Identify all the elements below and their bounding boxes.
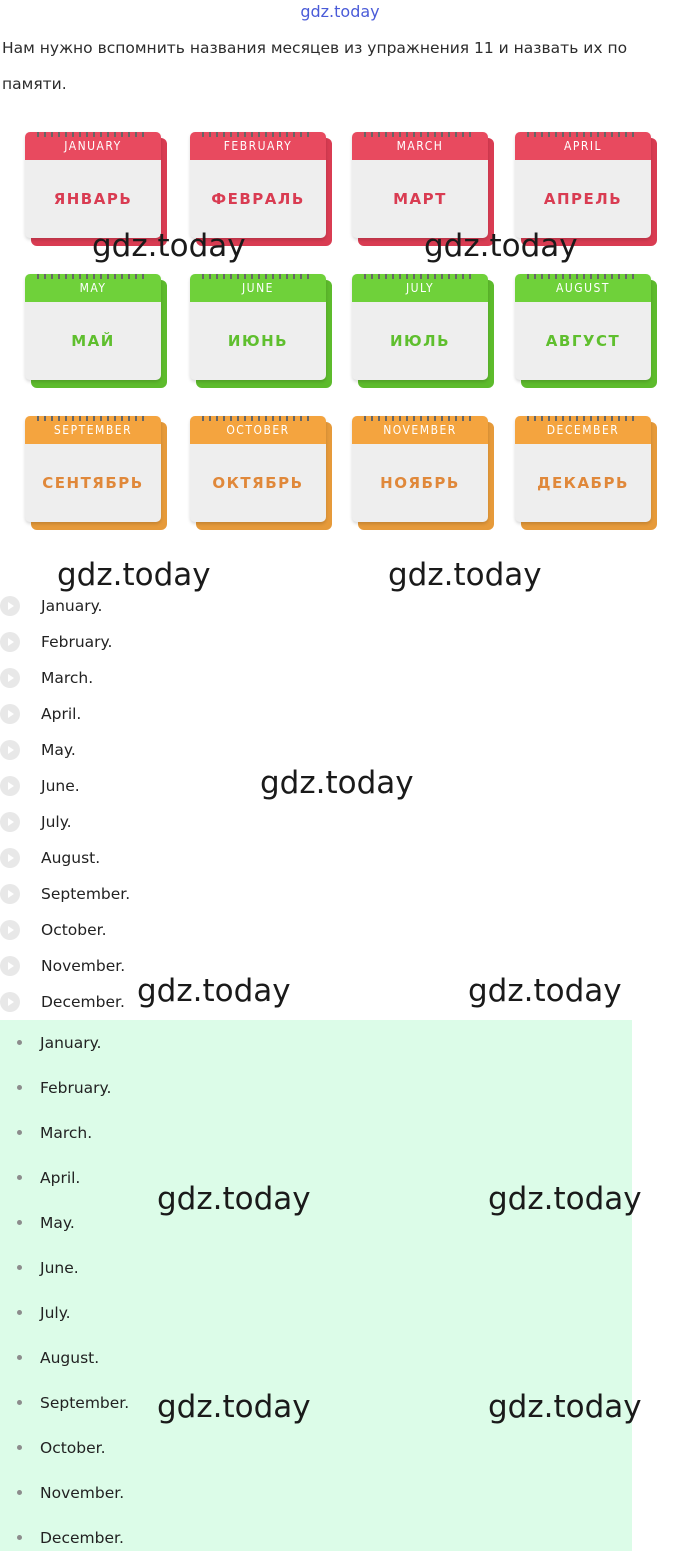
answer-box bbox=[0, 1020, 632, 1551]
month-label: April. bbox=[40, 1168, 81, 1187]
month-label: June. bbox=[41, 777, 80, 795]
calendar-october bbox=[190, 416, 332, 530]
watermark: gdz.today bbox=[157, 1389, 311, 1425]
month-label: February. bbox=[41, 633, 113, 651]
calendar-month-en: JULY bbox=[352, 274, 488, 302]
list-item bbox=[0, 1155, 129, 1200]
calendar-month-en: MAY bbox=[25, 274, 161, 302]
play-icon[interactable] bbox=[0, 596, 20, 616]
calendar-month-en: AUGUST bbox=[515, 274, 651, 302]
calendar-month-ru: МАРТ bbox=[393, 190, 447, 208]
play-icon[interactable] bbox=[0, 740, 20, 760]
list-item bbox=[0, 588, 130, 624]
calendar-month-ru: ИЮЛЬ bbox=[389, 332, 451, 350]
play-icon[interactable] bbox=[0, 776, 20, 796]
calendar-month-ru: АПРЕЛЬ bbox=[543, 190, 623, 208]
list-item bbox=[0, 1200, 129, 1245]
list-item bbox=[0, 768, 130, 804]
month-label: August. bbox=[41, 849, 101, 867]
month-label: July. bbox=[40, 1303, 71, 1322]
watermark: gdz.today bbox=[157, 1181, 311, 1217]
calendar-month-en: APRIL bbox=[515, 132, 651, 160]
list-item bbox=[0, 804, 130, 840]
play-icon[interactable] bbox=[0, 956, 20, 976]
calendar-month-en: SEPTEMBER bbox=[25, 416, 161, 444]
list-item bbox=[0, 876, 130, 912]
calendar-month-ru: ИЮНЬ bbox=[227, 332, 289, 350]
exercise-text: Нам нужно вспомнить названия месяцев из упражнения 11 и назвать их по памяти. bbox=[2, 39, 628, 93]
calendar-month-ru: ФЕВРАЛЬ bbox=[211, 190, 305, 208]
month-label: March. bbox=[40, 1123, 93, 1142]
month-label: May. bbox=[40, 1213, 75, 1232]
calendar-august bbox=[515, 274, 657, 388]
play-icon[interactable] bbox=[0, 884, 20, 904]
list-item bbox=[0, 1515, 129, 1560]
calendar-month-ru: МАЙ bbox=[71, 332, 115, 350]
watermark: gdz.today bbox=[468, 973, 622, 1009]
list-item bbox=[0, 984, 130, 1020]
calendar-may bbox=[25, 274, 167, 388]
month-label: June. bbox=[40, 1258, 79, 1277]
bullet-icon bbox=[17, 1040, 22, 1045]
watermark: gdz.today bbox=[260, 765, 414, 801]
bullet-icon bbox=[17, 1400, 22, 1405]
month-label: July. bbox=[41, 813, 72, 831]
month-label: October. bbox=[41, 921, 107, 939]
bullet-icon bbox=[17, 1535, 22, 1540]
list-item bbox=[0, 1245, 129, 1290]
site-link[interactable]: gdz.today bbox=[300, 2, 380, 21]
list-item bbox=[0, 1020, 129, 1065]
list-item bbox=[0, 660, 130, 696]
list-item bbox=[0, 1335, 129, 1380]
list-item bbox=[0, 1425, 129, 1470]
calendar-month-en: FEBRUARY bbox=[190, 132, 326, 160]
month-label: September. bbox=[41, 885, 131, 903]
list-item bbox=[0, 912, 130, 948]
calendar-month-ru: ОКТЯБРЬ bbox=[212, 474, 304, 492]
calendar-month-en: JANUARY bbox=[25, 132, 161, 160]
list-item bbox=[0, 1470, 129, 1515]
bullet-icon bbox=[17, 1265, 22, 1270]
month-label: March. bbox=[41, 669, 94, 687]
month-label: April. bbox=[41, 705, 82, 723]
month-label: October. bbox=[40, 1438, 106, 1457]
bullet-icon bbox=[17, 1130, 22, 1135]
play-icon[interactable] bbox=[0, 920, 20, 940]
play-icon[interactable] bbox=[0, 632, 20, 652]
month-label: September. bbox=[40, 1393, 130, 1412]
calendar-month-en: DECEMBER bbox=[515, 416, 651, 444]
month-label: December. bbox=[41, 993, 125, 1011]
month-label: February. bbox=[40, 1078, 112, 1097]
calendar-month-en: JUNE bbox=[190, 274, 326, 302]
list-item bbox=[0, 732, 130, 768]
play-icon[interactable] bbox=[0, 992, 20, 1012]
bullet-icon bbox=[17, 1355, 22, 1360]
list-item bbox=[0, 948, 130, 984]
month-label: November. bbox=[41, 957, 126, 975]
play-icon[interactable] bbox=[0, 704, 20, 724]
bullet-icon bbox=[17, 1175, 22, 1180]
calendar-month-ru: АВГУСТ bbox=[545, 332, 621, 350]
month-label: May. bbox=[41, 741, 76, 759]
month-label: January. bbox=[41, 597, 103, 615]
list-item bbox=[0, 696, 130, 732]
month-label: December. bbox=[40, 1528, 124, 1547]
calendar-image bbox=[0, 118, 680, 538]
calendar-month-ru: ЯНВАРЬ bbox=[53, 190, 133, 208]
play-icon[interactable] bbox=[0, 668, 20, 688]
list-item bbox=[0, 840, 130, 876]
watermark: gdz.today bbox=[57, 557, 211, 593]
list-item bbox=[0, 1290, 129, 1335]
list-item bbox=[0, 1110, 129, 1155]
list-item bbox=[0, 624, 130, 660]
bullet-icon bbox=[17, 1310, 22, 1315]
watermark: gdz.today bbox=[488, 1389, 642, 1425]
watermark: gdz.today bbox=[388, 557, 542, 593]
month-label: August. bbox=[40, 1348, 100, 1367]
bullet-icon bbox=[17, 1445, 22, 1450]
bullet-icon bbox=[17, 1490, 22, 1495]
play-icon[interactable] bbox=[0, 812, 20, 832]
bullet-icon bbox=[17, 1220, 22, 1225]
watermark: gdz.today bbox=[137, 973, 291, 1009]
watermark: gdz.today bbox=[424, 228, 578, 264]
calendar-june bbox=[190, 274, 332, 388]
list-item bbox=[0, 1065, 129, 1110]
calendar-july bbox=[352, 274, 494, 388]
play-icon[interactable] bbox=[0, 848, 20, 868]
calendar-month-en: OCTOBER bbox=[190, 416, 326, 444]
calendar-november bbox=[352, 416, 494, 530]
calendar-month-ru: ДЕКАБРЬ bbox=[537, 474, 629, 492]
audio-month-list bbox=[0, 588, 130, 1020]
answer-month-list bbox=[0, 1020, 129, 1560]
month-label: November. bbox=[40, 1483, 125, 1502]
calendar-month-en: MARCH bbox=[352, 132, 488, 160]
calendar-month-en: NOVEMBER bbox=[352, 416, 488, 444]
calendar-december bbox=[515, 416, 657, 530]
calendar-month-ru: СЕНТЯБРЬ bbox=[42, 474, 144, 492]
bullet-icon bbox=[17, 1085, 22, 1090]
month-label: January. bbox=[40, 1033, 102, 1052]
watermark: gdz.today bbox=[92, 228, 246, 264]
list-item bbox=[0, 1380, 129, 1425]
watermark: gdz.today bbox=[488, 1181, 642, 1217]
calendar-september bbox=[25, 416, 167, 530]
calendar-month-ru: НОЯБРЬ bbox=[380, 474, 460, 492]
